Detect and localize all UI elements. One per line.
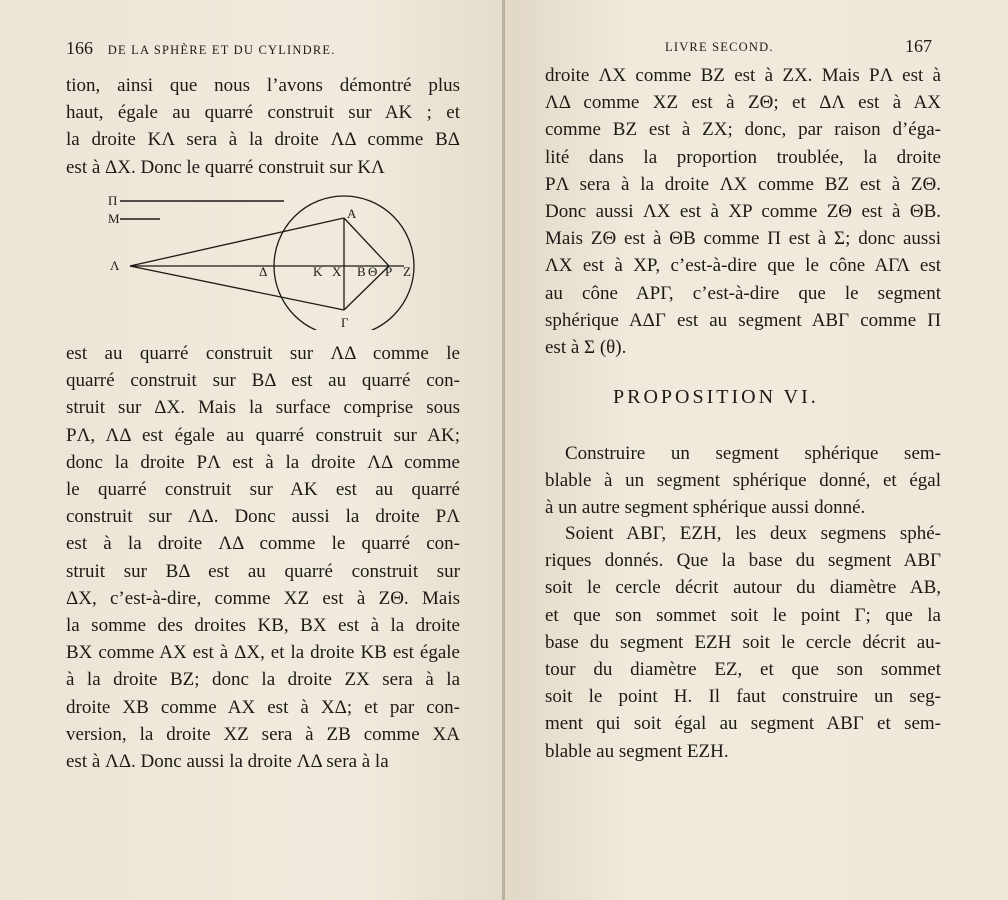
label-delta: Δ [259, 264, 268, 279]
text-line: la somme des droites KB, BX est à la droite [66, 615, 460, 637]
label-theta: Θ [368, 264, 378, 279]
text-line: construit sur ΛΔ. Donc aussi la droite PΛ [66, 506, 460, 528]
line-lambda-a [130, 218, 344, 266]
right-page [505, 0, 1008, 900]
text-line: au cône APΓ, c’est-à-dire que le segment [545, 282, 941, 304]
line-lambda-gamma [130, 266, 344, 310]
right-page-number: 167 [905, 36, 932, 56]
left-page-header [66, 38, 336, 59]
text-line: soit le cercle décrit autour du diamètre AB, [545, 577, 941, 599]
left-text-top [66, 72, 460, 181]
label-pi: Π [108, 193, 118, 208]
text-line: ΛX est à XP, c’est-à-dire que le cône AΓΛ est [545, 255, 941, 277]
left-text-bottom [66, 340, 460, 775]
text-line: blable au segment EZH. [545, 740, 729, 762]
text-line: Donc aussi ΛX est à XP comme ZΘ est à ΘB. [545, 201, 941, 223]
right-text-top [545, 62, 941, 361]
text-line: Soient ABΓ, EZH, les deux segmens sphé- [565, 523, 941, 544]
text-line: version, la droite XZ sera à ZB comme XA [66, 723, 460, 745]
text-line: BX comme AX est à ΔX, et la droite KB est égale [66, 642, 460, 664]
text-line: Mais ZΘ est à ΘB comme Π est à Σ; donc aussi [545, 228, 941, 250]
line-a-p [344, 218, 389, 266]
text-line: riques donnés. Que la base du segment ABΓ [545, 550, 941, 572]
text-line: est à ΔX. Donc le quarré construit sur KΛ [66, 156, 385, 178]
proposition-title: PROPOSITION VI. [613, 386, 819, 408]
left-page-number: 166 [66, 38, 93, 58]
text-line: la droite KΛ sera à la droite ΛΔ comme BΔ [66, 129, 460, 151]
text-line: sphérique AΔΓ est au segment ABΓ comme Π [545, 309, 941, 331]
geometric-figure [104, 190, 434, 330]
label-x: X [332, 264, 342, 279]
text-line: à un autre segment sphérique aussi donné. [545, 497, 866, 519]
text-line: est à Σ (θ). [545, 337, 627, 359]
text-line: soit le point H. Il faut construire un seg- [545, 686, 941, 708]
text-line: ΛΔ comme XZ est à ZΘ; et ΔΛ est à AX [545, 92, 941, 114]
text-line: Construire un segment sphérique sem- [565, 443, 941, 464]
left-running-head: DE LA SPHÈRE ET DU CYLINDRE. [107, 43, 336, 57]
text-line: est à la droite ΛΔ comme le quarré con- [66, 533, 460, 555]
text-line: base du segment EZH soit le cercle décrit au- [545, 631, 941, 653]
text-line: le quarré construit sur AK est au quarré [66, 479, 460, 501]
label-z: Z [403, 264, 411, 279]
text-line: struit sur BΔ est au quarré construit sur [66, 560, 460, 582]
right-running-head: LIVRE SECOND. [665, 40, 774, 54]
label-m: M [108, 211, 120, 226]
text-line: ment qui soit égal au segment ABΓ et sem- [545, 713, 941, 735]
line-gamma-p [344, 266, 389, 310]
label-k: K [313, 264, 323, 279]
text-line: ΔX, c’est-à-dire, comme XZ est à ZΘ. Mais [66, 587, 460, 609]
text-line: tion, ainsi que nous l’avons démontré plus [66, 75, 460, 96]
text-line: et que son sommet soit le point Γ; que la [545, 604, 941, 626]
text-line: lité dans la proportion troublée, la droite [545, 146, 941, 168]
text-line: PΛ, ΛΔ est égale au quarré construit sur AK; [66, 424, 460, 446]
text-line: est au quarré construit sur ΛΔ comme le [66, 343, 460, 364]
text-line: blable à un segment sphérique donné, et égal [545, 470, 941, 492]
text-line: donc la droite PΛ est à la droite ΛΔ comme [66, 451, 460, 473]
text-line: quarré construit sur BΔ est au quarré con- [66, 370, 460, 392]
text-line: est à ΛΔ. Donc aussi la droite ΛΔ sera à la [66, 751, 389, 773]
text-line: droite XB comme AX est à XΔ; et par con- [66, 696, 460, 718]
text-line: haut, égale au quarré construit sur AK ; et [66, 102, 460, 124]
text-line: struit sur ΔX. Mais la surface comprise sous [66, 397, 460, 419]
text-line: à la droite BZ; donc la droite ZX sera à la [66, 669, 460, 691]
text-line: comme BZ est à ZX; donc, par raison d’éga- [545, 119, 941, 141]
left-page [0, 0, 503, 900]
text-line: droite ΛX comme BZ est à ZX. Mais PΛ est à [545, 65, 941, 86]
proposition-paragraph [545, 520, 941, 765]
label-gamma: Γ [341, 315, 349, 330]
label-a: A [347, 206, 357, 221]
text-line: PΛ sera à la droite ΛX comme BZ est à ZΘ. [545, 173, 941, 195]
label-b: B [357, 264, 366, 279]
label-lambda: Λ [110, 258, 120, 273]
label-p: P [385, 264, 393, 279]
text-line: tour du diamètre EZ, et que son sommet [545, 659, 941, 681]
proposition-statement [545, 440, 941, 522]
figure-svg [104, 190, 434, 330]
